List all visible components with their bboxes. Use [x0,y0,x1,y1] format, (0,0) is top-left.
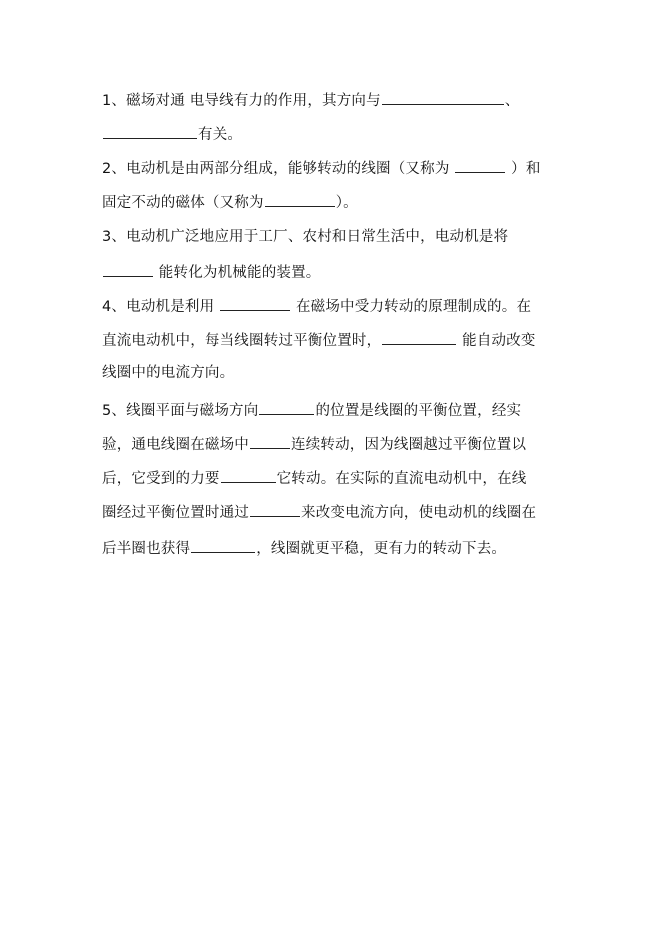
question-5-blank-1[interactable] [259,399,314,415]
question-2-line-2 [102,191,358,213]
question-2-text-d: ）。 [335,195,358,211]
question-2-line-1 [102,157,541,179]
question-4-blank-2[interactable] [382,329,456,345]
question-5-line-4 [102,501,536,523]
question-1-line-1 [102,89,520,111]
question-1-blank-2[interactable] [103,123,197,139]
question-4-text-c: 直流电动机中，每当线圈转过平衡位置时， [102,333,382,349]
question-5-text-j: ，线圈就更平稳，更有力的转动下去。 [256,541,507,557]
question-1-line-2 [102,123,242,145]
question-5-blank-3[interactable] [221,467,276,483]
question-5-text-d: 连续转动，因为线圈越过平衡位置以 [291,437,527,453]
question-1-blank-1[interactable] [382,89,504,105]
question-5-blank-4[interactable] [250,501,300,517]
question-4-text-a: 4、电动机是利用 [102,299,220,315]
question-3-line-2 [102,261,321,283]
question-2-text-b: ）和 [506,161,541,177]
question-5-line-2 [102,433,526,455]
question-2-text-c: 固定不动的磁体（又称为 [102,195,264,211]
question-4-blank-1[interactable] [220,295,290,311]
question-5-text-g: 圈经过平衡位置时通过 [102,505,249,521]
question-4-line-1 [102,295,531,317]
question-5-text-f: 它转动。在实际的直流电动机中，在线 [276,471,527,487]
question-5-line-1 [102,399,521,421]
question-5-text-i: 后半圈也获得 [102,541,191,557]
question-5-text-b: 的位置是线圈的平衡位置，经实 [315,403,522,419]
question-4-text-d: 能自动改变 [457,333,536,349]
question-5-text-e: 后，它受到的力要 [102,471,220,487]
question-1-text-c: 有关。 [198,127,243,143]
question-2-blank-2[interactable] [265,191,335,207]
question-3-text-a: 3、电动机广泛地应用于工厂、农村和日常生活中，电动机是将 [102,229,509,245]
question-5-line-3 [102,467,527,489]
question-5-line-5 [102,537,506,559]
question-4-text-e: 线圈中的电流方向。 [102,365,235,381]
question-4-text-b: 在磁场中受力转动的原理制成的。在 [291,299,532,315]
question-3-blank-1[interactable] [103,261,153,277]
question-5-text-a: 5、线圈平面与磁场方向 [102,403,259,419]
question-2-text-a: 2、电动机是由两部分组成，能够转动的线圈（又称为 [102,161,455,177]
question-2-blank-1[interactable] [455,157,505,173]
question-3-line-1 [102,227,508,247]
question-5-blank-5[interactable] [191,537,255,553]
question-5-text-c: 验，通电线圈在磁场中 [102,437,249,453]
question-4-line-2 [102,329,536,351]
question-1-text-b: 、 [504,93,520,109]
question-5-blank-2[interactable] [250,433,290,449]
question-1-text-a: 1、磁场对通 电导线有力的作用，其方向与 [102,93,381,109]
question-4-line-3 [102,363,234,383]
question-5-text-h: 来改变电流方向，使电动机的线圈在 [301,505,537,521]
question-3-text-b: 能转化为机械能的装置。 [154,265,321,281]
